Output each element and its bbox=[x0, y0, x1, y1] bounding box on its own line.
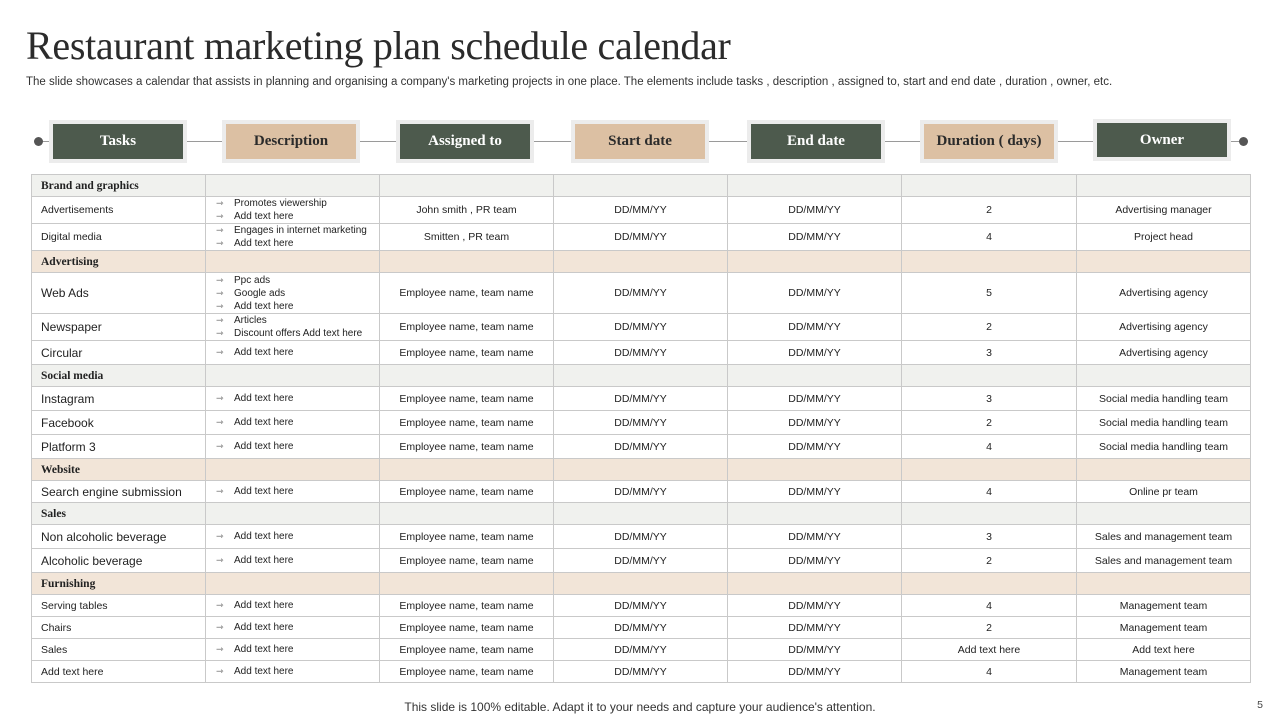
duration-cell: 4 bbox=[902, 595, 1077, 617]
owner-cell: Sales and management team bbox=[1077, 525, 1251, 549]
start-date-cell: DD/MM/YY bbox=[554, 525, 728, 549]
category-row bbox=[32, 175, 1251, 197]
description-text: Add text here bbox=[234, 417, 294, 428]
description-cell bbox=[206, 411, 380, 435]
category-row bbox=[32, 459, 1251, 481]
description-item bbox=[216, 554, 375, 567]
description-text: Add text here bbox=[234, 666, 294, 677]
description-item bbox=[216, 599, 375, 612]
owner-cell: Social media handling team bbox=[1077, 435, 1251, 459]
category-name: Brand and graphics bbox=[32, 175, 206, 197]
duration-cell: Add text here bbox=[902, 639, 1077, 661]
description-item bbox=[216, 530, 375, 543]
category-empty-cell bbox=[902, 175, 1077, 197]
description-item bbox=[216, 210, 375, 223]
table-row bbox=[32, 595, 1251, 617]
description-text: Articles bbox=[234, 315, 267, 326]
arrow-right-icon: ⇾ bbox=[216, 287, 224, 298]
category-empty-cell bbox=[1077, 573, 1251, 595]
task-cell: Digital media bbox=[32, 224, 206, 251]
category-name: Advertising bbox=[32, 251, 206, 273]
description-text: Add text here bbox=[234, 347, 294, 358]
table-row bbox=[32, 481, 1251, 503]
task-cell: Web Ads bbox=[32, 273, 206, 314]
category-empty-cell bbox=[728, 573, 902, 595]
description-cell bbox=[206, 617, 380, 639]
start-date-cell: DD/MM/YY bbox=[554, 273, 728, 314]
category-empty-cell bbox=[380, 573, 554, 595]
start-date-cell: DD/MM/YY bbox=[554, 197, 728, 224]
description-text: Add text here bbox=[234, 531, 294, 542]
task-cell: Add text here bbox=[32, 661, 206, 683]
end-date-cell: DD/MM/YY bbox=[728, 387, 902, 411]
table-row bbox=[32, 549, 1251, 573]
header-tasks: Tasks bbox=[53, 124, 183, 159]
assigned-cell: Employee name, team name bbox=[380, 525, 554, 549]
assigned-cell: Employee name, team name bbox=[380, 411, 554, 435]
start-date-cell: DD/MM/YY bbox=[554, 549, 728, 573]
task-cell: Circular bbox=[32, 341, 206, 365]
table-row bbox=[32, 197, 1251, 224]
description-text: Add text here bbox=[234, 441, 294, 452]
owner-cell: Sales and management team bbox=[1077, 549, 1251, 573]
start-date-cell: DD/MM/YY bbox=[554, 387, 728, 411]
end-date-cell: DD/MM/YY bbox=[728, 639, 902, 661]
category-empty-cell bbox=[554, 459, 728, 481]
description-item bbox=[216, 237, 375, 250]
assigned-cell: Employee name, team name bbox=[380, 273, 554, 314]
header-description: Description bbox=[226, 124, 356, 159]
table-row bbox=[32, 273, 1251, 314]
end-date-cell: DD/MM/YY bbox=[728, 341, 902, 365]
arrow-right-icon: ⇾ bbox=[216, 555, 224, 565]
end-date-cell: DD/MM/YY bbox=[728, 411, 902, 435]
assigned-cell: Employee name, team name bbox=[380, 481, 554, 503]
description-item bbox=[216, 643, 375, 656]
category-empty-cell bbox=[728, 175, 902, 197]
owner-cell: Add text here bbox=[1077, 639, 1251, 661]
category-empty-cell bbox=[206, 365, 380, 387]
description-item bbox=[216, 197, 375, 210]
category-empty-cell bbox=[206, 503, 380, 525]
description-text: Add text here bbox=[234, 644, 294, 655]
assigned-cell: Employee name, team name bbox=[380, 639, 554, 661]
task-cell: Platform 3 bbox=[32, 435, 206, 459]
description-item bbox=[216, 287, 375, 300]
owner-cell: Project head bbox=[1077, 224, 1251, 251]
description-item bbox=[216, 224, 375, 237]
table-row bbox=[32, 525, 1251, 549]
category-empty-cell bbox=[206, 175, 380, 197]
description-item bbox=[216, 621, 375, 634]
description-cell bbox=[206, 595, 380, 617]
table-row bbox=[32, 411, 1251, 435]
category-empty-cell bbox=[902, 573, 1077, 595]
table-row bbox=[32, 387, 1251, 411]
category-name: Social media bbox=[32, 365, 206, 387]
description-item bbox=[216, 274, 375, 287]
arrow-right-icon: ⇾ bbox=[216, 441, 224, 451]
end-date-cell: DD/MM/YY bbox=[728, 224, 902, 251]
category-empty-cell bbox=[1077, 365, 1251, 387]
connector-left-dot bbox=[34, 137, 43, 146]
table-row bbox=[32, 224, 1251, 251]
header-owner: Owner bbox=[1097, 123, 1227, 157]
assigned-cell: Employee name, team name bbox=[380, 661, 554, 683]
description-cell bbox=[206, 341, 380, 365]
description-cell bbox=[206, 481, 380, 503]
start-date-cell: DD/MM/YY bbox=[554, 224, 728, 251]
description-text: Add text here bbox=[234, 555, 294, 566]
description-cell bbox=[206, 639, 380, 661]
start-date-cell: DD/MM/YY bbox=[554, 411, 728, 435]
category-empty-cell bbox=[1077, 503, 1251, 525]
category-name: Website bbox=[32, 459, 206, 481]
description-item bbox=[216, 665, 375, 678]
description-cell bbox=[206, 197, 380, 224]
end-date-cell: DD/MM/YY bbox=[728, 525, 902, 549]
category-empty-cell bbox=[554, 573, 728, 595]
table-row bbox=[32, 661, 1251, 683]
start-date-cell: DD/MM/YY bbox=[554, 661, 728, 683]
owner-cell: Management team bbox=[1077, 595, 1251, 617]
category-empty-cell bbox=[728, 459, 902, 481]
header-duration: Duration ( days) bbox=[924, 124, 1054, 159]
duration-cell: 4 bbox=[902, 224, 1077, 251]
task-cell: Advertisements bbox=[32, 197, 206, 224]
owner-cell: Advertising manager bbox=[1077, 197, 1251, 224]
description-item bbox=[216, 485, 375, 498]
category-empty-cell bbox=[380, 459, 554, 481]
table-row bbox=[32, 639, 1251, 661]
slide-title: Restaurant marketing plan schedule calendar bbox=[26, 23, 731, 68]
category-row bbox=[32, 573, 1251, 595]
category-empty-cell bbox=[206, 251, 380, 273]
end-date-cell: DD/MM/YY bbox=[728, 595, 902, 617]
description-text: Add text here bbox=[234, 238, 294, 249]
arrow-right-icon: ⇾ bbox=[216, 666, 224, 676]
arrow-right-icon: ⇾ bbox=[216, 274, 224, 285]
category-empty-cell bbox=[206, 459, 380, 481]
category-empty-cell bbox=[554, 251, 728, 273]
owner-cell: Management team bbox=[1077, 617, 1251, 639]
schedule-table bbox=[31, 174, 1251, 683]
description-item bbox=[216, 416, 375, 429]
description-text: Add text here bbox=[234, 211, 294, 222]
header-start-date: Start date bbox=[575, 124, 705, 159]
owner-cell: Advertising agency bbox=[1077, 273, 1251, 314]
owner-cell: Social media handling team bbox=[1077, 387, 1251, 411]
category-empty-cell bbox=[380, 503, 554, 525]
end-date-cell: DD/MM/YY bbox=[728, 197, 902, 224]
arrow-right-icon: ⇾ bbox=[216, 644, 224, 654]
duration-cell: 4 bbox=[902, 435, 1077, 459]
table-row bbox=[32, 617, 1251, 639]
table-row bbox=[32, 435, 1251, 459]
assigned-cell: Smitten , PR team bbox=[380, 224, 554, 251]
duration-cell: 3 bbox=[902, 341, 1077, 365]
description-item bbox=[216, 440, 375, 453]
description-text: Google ads bbox=[234, 287, 286, 299]
category-name: Sales bbox=[32, 503, 206, 525]
description-item bbox=[216, 300, 375, 313]
connector-right-dot bbox=[1239, 137, 1248, 146]
arrow-right-icon: ⇾ bbox=[216, 347, 224, 357]
description-text: Add text here bbox=[234, 600, 294, 611]
description-cell bbox=[206, 387, 380, 411]
end-date-cell: DD/MM/YY bbox=[728, 481, 902, 503]
description-text: Promotes viewership bbox=[234, 198, 327, 209]
end-date-cell: DD/MM/YY bbox=[728, 617, 902, 639]
owner-cell: Management team bbox=[1077, 661, 1251, 683]
description-text: Add text here bbox=[234, 486, 294, 497]
duration-cell: 5 bbox=[902, 273, 1077, 314]
owner-cell: Online pr team bbox=[1077, 481, 1251, 503]
duration-cell: 2 bbox=[902, 197, 1077, 224]
task-cell: Serving tables bbox=[32, 595, 206, 617]
page-number: 5 bbox=[1257, 699, 1263, 711]
start-date-cell: DD/MM/YY bbox=[554, 639, 728, 661]
duration-cell: 2 bbox=[902, 549, 1077, 573]
description-cell bbox=[206, 314, 380, 341]
category-empty-cell bbox=[728, 503, 902, 525]
category-empty-cell bbox=[1077, 175, 1251, 197]
category-empty-cell bbox=[554, 503, 728, 525]
description-text: Add text here bbox=[234, 622, 294, 633]
description-text: Ppc ads bbox=[234, 274, 271, 286]
owner-cell: Advertising agency bbox=[1077, 341, 1251, 365]
duration-cell: 3 bbox=[902, 387, 1077, 411]
task-cell: Non alcoholic beverage bbox=[32, 525, 206, 549]
start-date-cell: DD/MM/YY bbox=[554, 617, 728, 639]
description-item bbox=[216, 346, 375, 359]
task-cell: Chairs bbox=[32, 617, 206, 639]
description-item bbox=[216, 392, 375, 405]
footer-note: This slide is 100% editable. Adapt it to your needs and capture your audience's attention. bbox=[404, 700, 876, 714]
description-item bbox=[216, 314, 375, 327]
end-date-cell: DD/MM/YY bbox=[728, 273, 902, 314]
end-date-cell: DD/MM/YY bbox=[728, 314, 902, 341]
assigned-cell: Employee name, team name bbox=[380, 617, 554, 639]
arrow-right-icon: ⇾ bbox=[216, 531, 224, 541]
start-date-cell: DD/MM/YY bbox=[554, 314, 728, 341]
description-text: Engages in internet marketing bbox=[234, 225, 367, 236]
category-empty-cell bbox=[1077, 251, 1251, 273]
description-text: Add text here bbox=[234, 393, 294, 404]
category-empty-cell bbox=[380, 175, 554, 197]
assigned-cell: Employee name, team name bbox=[380, 595, 554, 617]
table-row bbox=[32, 341, 1251, 365]
category-name: Furnishing bbox=[32, 573, 206, 595]
end-date-cell: DD/MM/YY bbox=[728, 435, 902, 459]
category-empty-cell bbox=[380, 251, 554, 273]
duration-cell: 4 bbox=[902, 661, 1077, 683]
start-date-cell: DD/MM/YY bbox=[554, 481, 728, 503]
task-cell: Newspaper bbox=[32, 314, 206, 341]
duration-cell: 2 bbox=[902, 314, 1077, 341]
description-cell bbox=[206, 224, 380, 251]
arrow-right-icon: ⇾ bbox=[216, 393, 224, 403]
task-cell: Instagram bbox=[32, 387, 206, 411]
assigned-cell: Employee name, team name bbox=[380, 341, 554, 365]
arrow-right-icon: ⇾ bbox=[216, 417, 224, 427]
category-empty-cell bbox=[728, 251, 902, 273]
description-item bbox=[216, 327, 375, 340]
arrow-right-icon: ⇾ bbox=[216, 198, 224, 208]
category-empty-cell bbox=[206, 573, 380, 595]
end-date-cell: DD/MM/YY bbox=[728, 549, 902, 573]
description-text: Add text here bbox=[234, 300, 294, 312]
category-empty-cell bbox=[554, 365, 728, 387]
header-assigned-to: Assigned to bbox=[400, 124, 530, 159]
description-cell bbox=[206, 549, 380, 573]
end-date-cell: DD/MM/YY bbox=[728, 661, 902, 683]
arrow-right-icon: ⇾ bbox=[216, 328, 224, 338]
category-empty-cell bbox=[728, 365, 902, 387]
duration-cell: 3 bbox=[902, 525, 1077, 549]
category-row bbox=[32, 503, 1251, 525]
assigned-cell: John smith , PR team bbox=[380, 197, 554, 224]
category-empty-cell bbox=[554, 175, 728, 197]
category-empty-cell bbox=[1077, 459, 1251, 481]
table-row bbox=[32, 314, 1251, 341]
task-cell: Search engine submission bbox=[32, 481, 206, 503]
arrow-right-icon: ⇾ bbox=[216, 315, 224, 325]
arrow-right-icon: ⇾ bbox=[216, 300, 224, 311]
description-cell bbox=[206, 273, 380, 314]
arrow-right-icon: ⇾ bbox=[216, 486, 224, 496]
task-cell: Facebook bbox=[32, 411, 206, 435]
assigned-cell: Employee name, team name bbox=[380, 549, 554, 573]
slide-subtitle: The slide showcases a calendar that assists in planning and organising a company's marketing projects in one place. The elements include tasks , description , assigned to, start and end date , duration , owner, etc. bbox=[26, 76, 1113, 88]
category-row bbox=[32, 251, 1251, 273]
category-empty-cell bbox=[902, 365, 1077, 387]
start-date-cell: DD/MM/YY bbox=[554, 595, 728, 617]
category-empty-cell bbox=[902, 503, 1077, 525]
start-date-cell: DD/MM/YY bbox=[554, 435, 728, 459]
category-empty-cell bbox=[380, 365, 554, 387]
category-row bbox=[32, 365, 1251, 387]
arrow-right-icon: ⇾ bbox=[216, 600, 224, 610]
start-date-cell: DD/MM/YY bbox=[554, 341, 728, 365]
category-empty-cell bbox=[902, 251, 1077, 273]
assigned-cell: Employee name, team name bbox=[380, 387, 554, 411]
description-cell bbox=[206, 435, 380, 459]
duration-cell: 2 bbox=[902, 617, 1077, 639]
description-cell bbox=[206, 525, 380, 549]
task-cell: Sales bbox=[32, 639, 206, 661]
owner-cell: Advertising agency bbox=[1077, 314, 1251, 341]
description-text: Discount offers Add text here bbox=[234, 328, 363, 339]
arrow-right-icon: ⇾ bbox=[216, 225, 224, 235]
arrow-right-icon: ⇾ bbox=[216, 238, 224, 248]
assigned-cell: Employee name, team name bbox=[380, 314, 554, 341]
task-cell: Alcoholic beverage bbox=[32, 549, 206, 573]
description-cell bbox=[206, 661, 380, 683]
header-end-date: End date bbox=[751, 124, 881, 159]
assigned-cell: Employee name, team name bbox=[380, 435, 554, 459]
owner-cell: Social media handling team bbox=[1077, 411, 1251, 435]
duration-cell: 2 bbox=[902, 411, 1077, 435]
category-empty-cell bbox=[902, 459, 1077, 481]
arrow-right-icon: ⇾ bbox=[216, 211, 224, 221]
duration-cell: 4 bbox=[902, 481, 1077, 503]
arrow-right-icon: ⇾ bbox=[216, 622, 224, 632]
